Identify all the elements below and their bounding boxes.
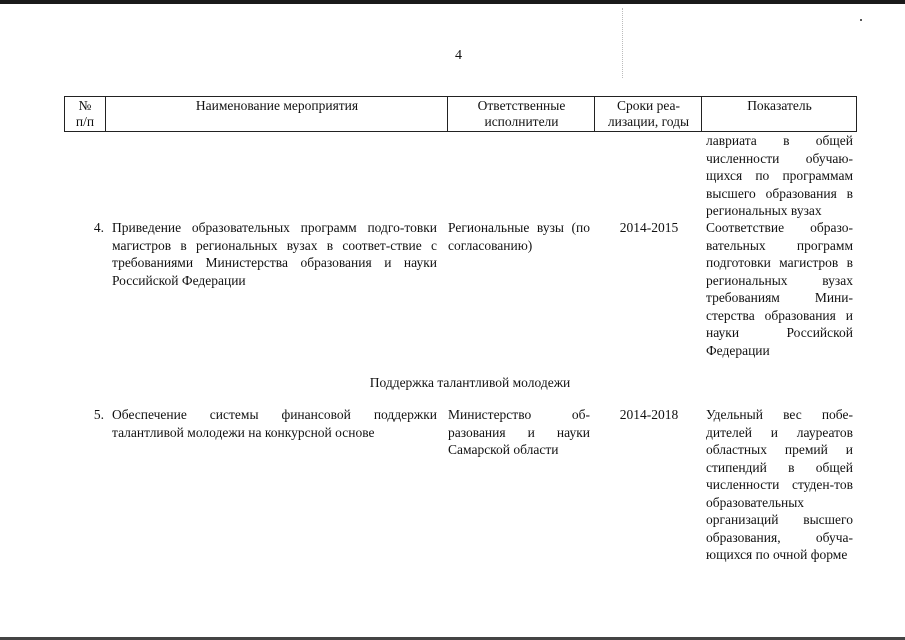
- event-name: Приведение образовательных программ подго-товки магистров в региональных вузах в соответ-ствие с требованиями Министерства образования и науки Российской Федерации: [112, 220, 437, 288]
- section-title: Поддержка талантливой молодежи: [369, 375, 571, 390]
- event-name: Обеспечение системы финансовой поддержки талантливой молодежи на конкурсной основе: [112, 407, 437, 440]
- header-terms: Сроки реа- лизации, годы: [594, 97, 702, 132]
- header-name: Наименование мероприятия: [105, 97, 448, 132]
- continued-indicator: лавриата в общей численности обучаю-щихся по программам высшего образования в региональных вузах: [706, 133, 853, 218]
- page-number: 4: [455, 48, 462, 63]
- scan-artifact: [622, 8, 623, 78]
- header-no: № п/п: [75, 98, 95, 129]
- row-number: 4.: [93, 220, 104, 235]
- indicator: Удельный вес побе-дителей и лауреатов областных премий и стипендий в общей численности студен-тов образовательных организаций высшего образования, обуча-ющихся по очной форме: [706, 407, 853, 562]
- header-responsible: Ответственные исполнители: [447, 97, 595, 132]
- row-number: 5.: [93, 407, 104, 422]
- header-indicator: Показатель: [701, 97, 857, 132]
- indicator: Соответствие образо-вательных программ подготовки магистров в региональных вузах требованиям Мини-стерства образования и науки Российской Федерации: [706, 220, 853, 358]
- responsible-executors: Министерство об-разования и науки Самарской области: [448, 407, 590, 457]
- scan-speck: [860, 19, 862, 21]
- implementation-terms: 2014-2015: [619, 220, 679, 235]
- responsible-executors: Региональные вузы (по согласованию): [448, 220, 590, 253]
- scan-top-edge: [0, 0, 905, 4]
- table-header: [64, 96, 857, 132]
- implementation-terms: 2014-2018: [619, 407, 679, 422]
